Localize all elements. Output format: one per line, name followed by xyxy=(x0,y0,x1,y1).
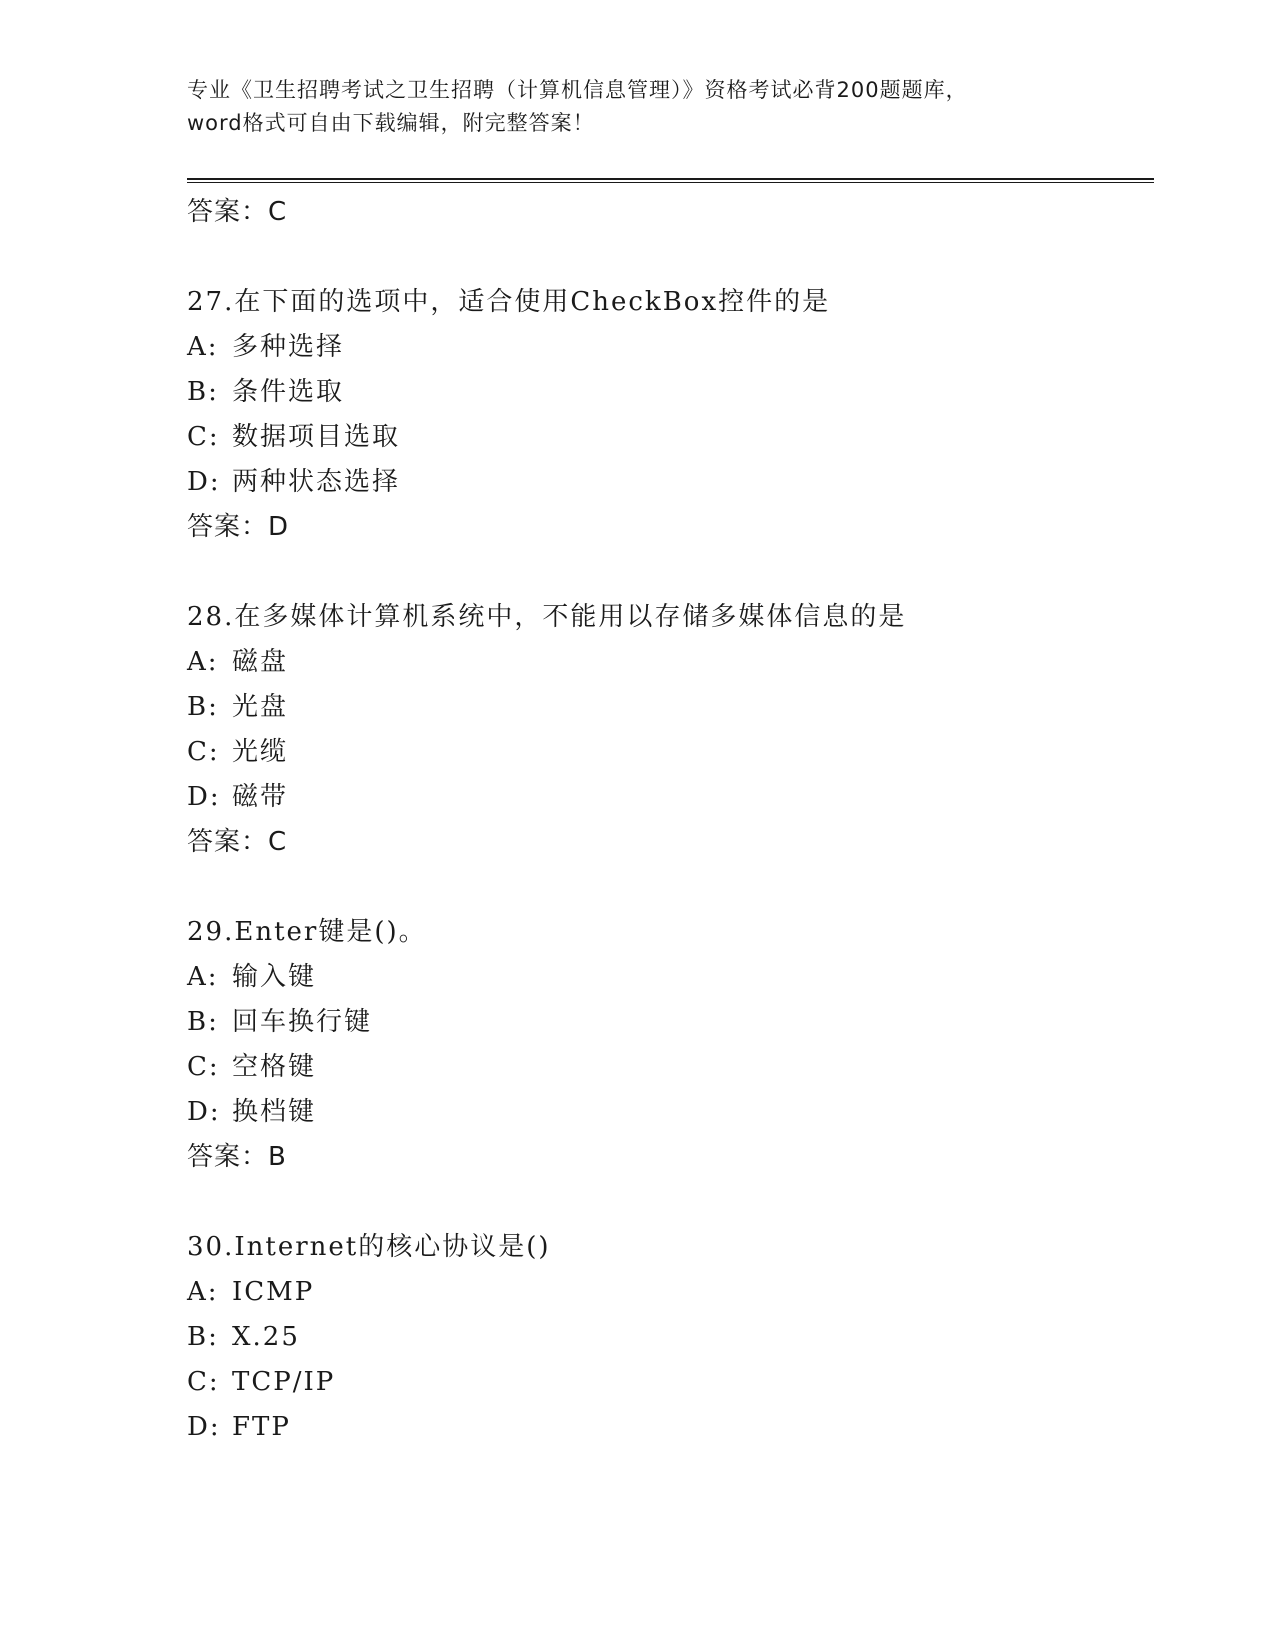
question-27-option-d xyxy=(187,460,1147,505)
question-28-text: 28.在多媒体计算机系统中，不能用以存储多媒体信息的是 xyxy=(187,602,907,632)
answer-27: 答案：D xyxy=(187,512,290,542)
option-letter: C: xyxy=(187,1367,220,1397)
option-letter: A: xyxy=(187,962,219,992)
header-line-1: 专业《卫生招聘考试之卫生招聘（计算机信息管理）》资格考试必背200题题库， xyxy=(187,78,968,102)
option-text: ICMP xyxy=(232,1277,315,1307)
option-letter: A: xyxy=(187,1277,219,1307)
spacer xyxy=(187,235,1147,280)
option-letter: D: xyxy=(187,1097,221,1127)
question-27-option-b xyxy=(187,370,1147,415)
option-text: 磁带 xyxy=(232,782,289,812)
answer-26: 答案：C xyxy=(187,197,288,227)
header-line-2: word格式可自由下载编辑，附完整答案！ xyxy=(187,111,595,135)
option-text: 条件选取 xyxy=(232,377,345,407)
option-letter: B: xyxy=(187,692,219,722)
question-29-option-c xyxy=(187,1045,1147,1090)
question-28-option-c xyxy=(187,730,1147,775)
question-27-option-a xyxy=(187,325,1147,370)
question-28-option-b xyxy=(187,685,1147,730)
option-text: 多种选择 xyxy=(232,332,345,362)
question-29-text: 29.Enter键是()。 xyxy=(187,917,427,947)
question-29-option-d xyxy=(187,1090,1147,1135)
question-27-option-c xyxy=(187,415,1147,460)
header-divider xyxy=(187,178,1154,183)
option-letter: D: xyxy=(187,467,221,497)
option-letter: B: xyxy=(187,1007,219,1037)
question-27-text: 27.在下面的选项中，适合使用CheckBox控件的是 xyxy=(187,287,831,317)
option-letter: C: xyxy=(187,422,220,452)
option-text: 换档键 xyxy=(232,1097,317,1127)
option-text: 光缆 xyxy=(232,737,289,767)
option-letter: A: xyxy=(187,332,219,362)
option-letter: C: xyxy=(187,1052,220,1082)
question-30-option-c xyxy=(187,1360,1147,1405)
option-text: 两种状态选择 xyxy=(232,467,401,497)
option-letter: A: xyxy=(187,647,219,677)
option-text: 回车换行键 xyxy=(232,1007,373,1037)
question-28-option-a xyxy=(187,640,1147,685)
option-letter: B: xyxy=(187,1322,219,1352)
spacer xyxy=(187,550,1147,595)
option-letter: D: xyxy=(187,1412,221,1442)
question-30-text: 30.Internet的核心协议是() xyxy=(187,1232,551,1262)
question-30-option-d xyxy=(187,1405,1147,1450)
document-header xyxy=(187,74,1067,140)
option-text: 光盘 xyxy=(232,692,289,722)
option-text: 数据项目选取 xyxy=(232,422,401,452)
spacer xyxy=(187,865,1147,910)
question-29-option-b xyxy=(187,1000,1147,1045)
option-text: X.25 xyxy=(232,1322,300,1352)
option-text: 输入键 xyxy=(232,962,317,992)
answer-28: 答案：C xyxy=(187,827,288,857)
spacer xyxy=(187,1180,1147,1225)
question-30-option-b xyxy=(187,1315,1147,1360)
option-text: FTP xyxy=(232,1412,291,1442)
question-30-option-a xyxy=(187,1270,1147,1315)
option-text: 空格键 xyxy=(232,1052,317,1082)
question-29-option-a xyxy=(187,955,1147,1000)
option-text: TCP/IP xyxy=(232,1367,336,1397)
question-list xyxy=(187,190,1147,1450)
question-28-option-d xyxy=(187,775,1147,820)
option-letter: D: xyxy=(187,782,221,812)
option-text: 磁盘 xyxy=(232,647,289,677)
option-letter: B: xyxy=(187,377,219,407)
option-letter: C: xyxy=(187,737,220,767)
answer-29: 答案：B xyxy=(187,1142,287,1172)
